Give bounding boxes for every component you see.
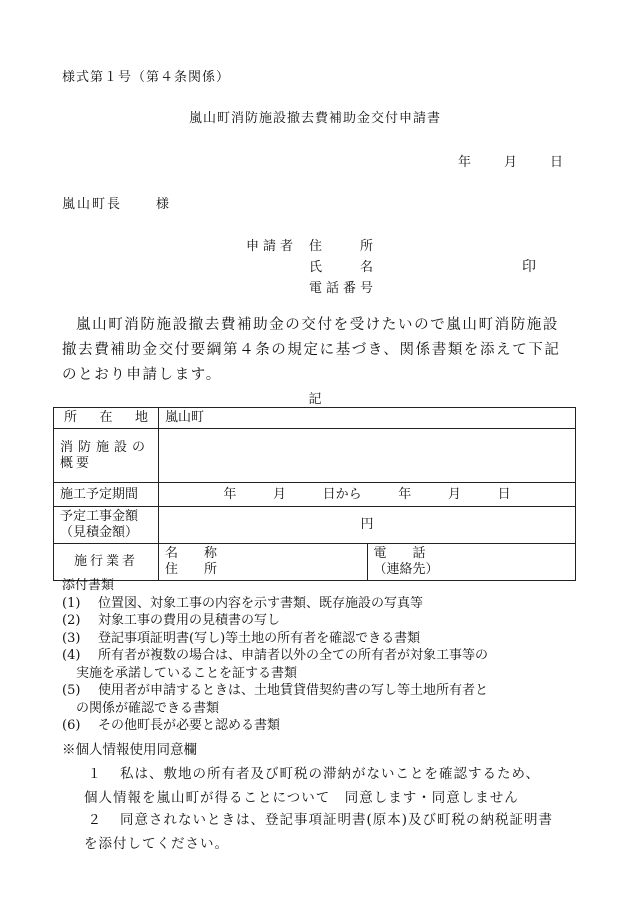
cost-value: 円 [159,507,576,544]
list-item-text: 使用者が申請するときは、土地賃貸借契約書の写し等土地所有者と [98,683,489,698]
list-item [62,717,582,735]
facility-label [54,429,159,483]
facility-value [159,429,576,483]
list-item-continuation: の関係が確認できる書類 [76,700,220,716]
list-item-text: 所有者が複数の場合は、申請者以外の全ての所有者が対象工事等の [98,648,489,663]
list-item [62,612,582,630]
contractor-name-label: 名 称 [165,546,218,561]
list-item-number: (5) [62,683,81,698]
ki-heading: 記 [308,392,322,407]
attachments-section [62,577,582,735]
application-statement: 嵐山町消防施設撤去費補助金の交付を受けたいので嵐山町消防施設撤去費補助金交付要綱第４条の規定に基づき、関係書類を添えて下記のとおり申請します。 [62,317,561,383]
consent-item-text: 私は、敷地の所有者及び町税の滞納がないことを確認するため、 [120,766,540,782]
list-item-text: 対象工事の費用の見積書の写し [98,613,281,628]
applicant-address-label: 住 所 [309,239,378,254]
list-item-text: 位置図、対象工事の内容を示す書類、既存施設の写真等 [98,595,424,611]
applicant-phone-label: 電話番号 [309,281,378,296]
consent-item-text: 同意されないときは、登記事項証明書(原本)及び町税の納税証明書 [120,812,554,828]
addressee-suffix: 様 [156,197,170,212]
attachments-heading: 添付書類 [62,578,115,593]
consent-item [62,808,577,856]
period-end-year: 年 [398,486,412,502]
list-item-continuation: 実施を承諾していることを証する書類 [76,665,298,681]
period-end-day: 日 [497,486,511,502]
location-label-char: 地 [134,410,148,425]
table-row [54,429,576,483]
list-item-text: その他町長が必要と認める書類 [98,718,281,733]
date-day: 日 [550,155,564,170]
form-number: 様式第１号（第４条関係） [62,70,231,85]
period-end-month: 月 [447,486,461,502]
period-start-month: 月 [272,486,286,502]
document-title: 嵐山町消防施設撤去費補助金交付申請書 [188,111,441,126]
location-label [54,408,159,429]
list-item-number: (4) [62,648,81,663]
contractor-contact-label: （連絡先） [373,562,439,577]
list-item [62,630,582,648]
period-value [159,483,576,507]
consent-item [62,762,577,810]
facility-label-line1: 消防施設の [60,439,151,455]
applicant-label: 申請者 [246,239,298,254]
list-item [62,647,582,682]
list-item [62,595,582,613]
location-label-char: 所 [64,410,78,425]
list-item-number: (2) [62,613,81,628]
cost-label-line2: （見積金額） [60,525,139,540]
facility-label-line2: 概要 [60,455,93,471]
contractor-address-label: 住 所 [165,562,218,577]
list-item [62,682,582,717]
consent-item-number: １ [87,766,102,782]
contractor-name-address [159,544,368,581]
list-item-number: (6) [62,718,81,733]
location-label-char: 在 [99,410,113,425]
applicant-name-label: 氏 名 [309,260,378,275]
date-month: 月 [504,155,518,170]
cost-label-line1: 予定工事金額 [60,509,139,524]
location-value: 嵐山町 [159,408,576,429]
addressee-name: 嵐山町長 [62,197,123,212]
date-year: 年 [458,155,472,170]
list-item-text: 登記事項証明書(写し)等土地の所有者を確認できる書類 [98,630,421,646]
table-row [54,544,576,581]
contractor-phone-label: 電 話 [373,546,426,561]
consent-item-continuation: 個人情報を嵐山町が得ることについて 同意します・同意しません [84,790,519,806]
period-label: 施工予定期間 [54,483,159,507]
seal-mark: 印 [522,259,536,275]
consent-item-continuation: を添付してください。 [84,836,229,852]
detail-table [53,407,576,581]
table-row [54,408,576,429]
consent-item-number: ２ [87,812,102,828]
table-row [54,507,576,544]
period-start-day: 日から [322,486,362,502]
list-item-number: (3) [62,630,81,646]
table-row [54,483,576,507]
consent-heading: ※個人情報使用同意欄 [62,742,197,758]
list-item-number: (1) [62,595,81,611]
cost-label [54,507,159,544]
contractor-phone [367,544,576,581]
contractor-label: 施行業者 [54,544,159,581]
period-start-year: 年 [223,486,237,502]
